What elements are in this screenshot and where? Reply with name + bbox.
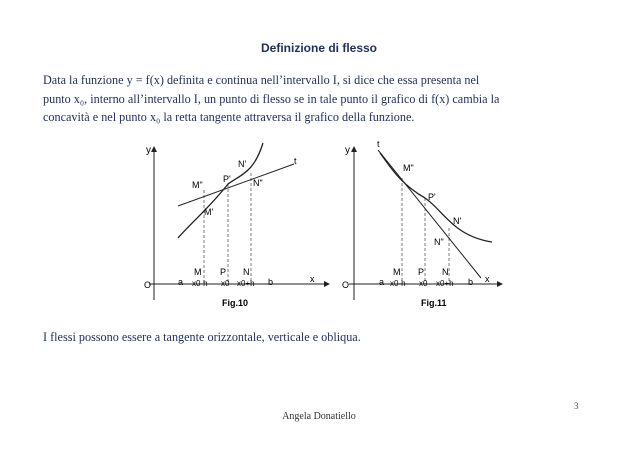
label-n-prime: N'	[238, 159, 247, 169]
label-a: a	[178, 277, 184, 287]
figure-10	[134, 138, 336, 324]
definition-paragraph	[43, 71, 603, 127]
label-p-prime: P'	[428, 192, 436, 202]
paragraph-line-3: concavità e nel punto x₀ la retta tangente attraversa il grafico della funzione.	[43, 110, 415, 124]
function-curve	[380, 153, 492, 242]
label-a: a	[379, 277, 385, 287]
paragraph-line-1: Data la funzione y = f(x) definita e continua nell’intervallo I, si dice che essa presenta nel	[43, 73, 480, 87]
x-axis-arrow	[497, 281, 503, 287]
label-m-second: M"	[192, 180, 203, 190]
label-m: M	[393, 267, 401, 277]
author-footer: Angela Donatiello	[282, 411, 356, 422]
label-x0-minus-h: x0-h	[390, 279, 406, 288]
label-x0: x0	[221, 279, 230, 288]
label-x0-plus-h: x0+h	[436, 279, 454, 288]
paragraph-line-2: punto x₀, interno all’intervallo I, un punto di flesso se in tale punto il grafico di f(x) cambia la	[43, 91, 500, 106]
label-b: b	[468, 277, 474, 287]
y-axis-arrow	[351, 146, 357, 152]
page-number: 3	[574, 401, 579, 411]
label-p: P	[220, 267, 227, 277]
label-origin: O	[342, 280, 350, 290]
label-x: x	[310, 274, 315, 284]
label-m: M	[194, 267, 202, 277]
figure-10-caption: Fig.10	[222, 298, 249, 308]
label-m-second: M"	[403, 163, 414, 173]
label-p-prime: P'	[223, 174, 231, 184]
figure-11-diagram	[335, 138, 511, 324]
page-title: Definizione di flesso	[260, 41, 377, 55]
figure-10-diagram	[134, 138, 336, 324]
y-axis-arrow	[151, 146, 157, 152]
label-x0-plus-h: x0+h	[237, 279, 255, 288]
x-axis-arrow	[324, 281, 330, 287]
label-y: y	[146, 145, 151, 156]
tangent-line	[378, 150, 481, 278]
label-n-second: N"	[434, 237, 444, 247]
figure-11	[335, 138, 511, 324]
inflection-types-note: I flessi possono essere a tangente orizzontale, verticale e obliqua.	[43, 330, 361, 344]
label-origin: O	[144, 280, 152, 290]
label-t: t	[377, 139, 380, 149]
label-x0-minus-h: x0-h	[192, 279, 208, 288]
figure-11-caption: Fig.11	[421, 298, 447, 308]
label-y: y	[345, 145, 350, 156]
label-n: N	[243, 267, 250, 277]
label-n-prime: N'	[453, 216, 462, 226]
label-m-prime: M'	[204, 207, 214, 217]
label-t: t	[294, 156, 297, 166]
label-n-second: N"	[253, 178, 263, 188]
label-n: N	[442, 267, 449, 277]
label-b: b	[268, 277, 274, 287]
label-x: x	[485, 274, 490, 284]
label-p: P	[418, 267, 425, 277]
label-x0: x0	[419, 279, 428, 288]
